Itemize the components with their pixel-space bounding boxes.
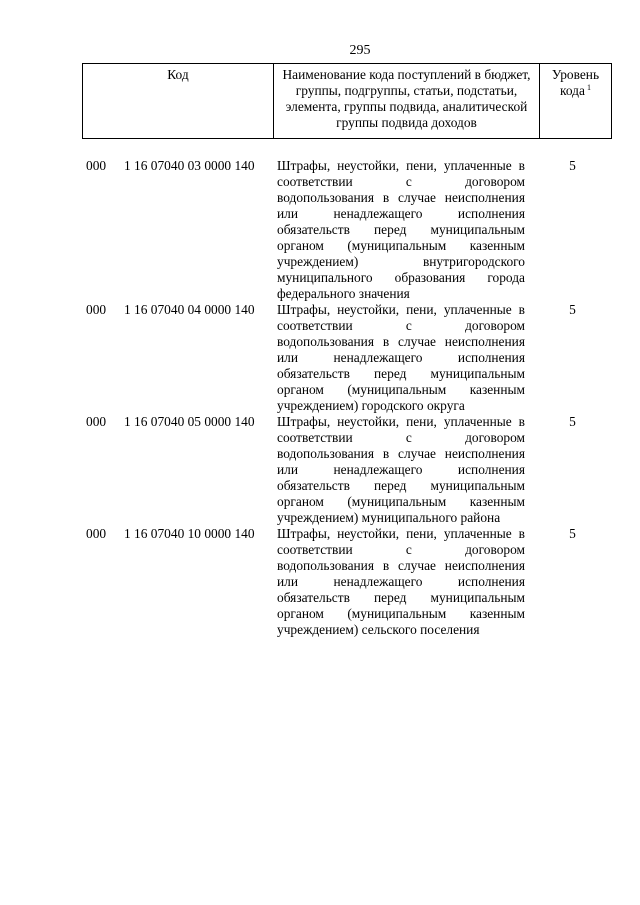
header-level [539,64,612,138]
header-level-label [544,67,607,99]
revenue-name: Штрафы, неустойки, пени, уплаченные в соответствии с договором водопользования в случае неисполнения или ненадлежащего исполнения обязательств перед муниципальным органом (муниципальным казенным учреждением) муниципального района [277,414,525,525]
footnote-marker: 1 [586,82,591,92]
revenue-name: Штрафы, неустойки, пени, уплаченные в соответствии с договором водопользования в случае неисполнения или ненадлежащего исполнения обязательств перед муниципальным органом (муниципальным казенным учреждением) внутригородского муниципального образования города федерального значения [277,158,525,301]
header-name: Наименование кода поступлений в бюджет, группы, подгруппы, статьи, подстатьи, элемента, группы подвида, аналитической группы подвида доходов [273,64,539,138]
table-row [82,302,612,414]
table-body [82,158,612,638]
revenue-name: Штрафы, неустойки, пени, уплаченные в соответствии с договором водопользования в случае неисполнения или ненадлежащего исполнения обязательств перед муниципальным органом (муниципальным казенным учреждением) сельского поселения [277,526,525,637]
admin-code: 000 [86,414,107,429]
revenue-code: 1 16 07040 10 0000 140 [124,526,255,541]
header-level-text: Уровень кода [551,67,600,98]
code-level: 5 [569,302,576,317]
revenue-codes-table [82,63,612,638]
table-row [82,414,612,526]
admin-code: 000 [86,158,107,173]
code-level: 5 [569,526,576,541]
code-level: 5 [569,158,576,173]
admin-code: 000 [86,302,107,317]
revenue-code: 1 16 07040 05 0000 140 [124,414,255,429]
page-number: 295 [349,43,371,58]
table-header [82,63,612,139]
code-level: 5 [569,414,576,429]
admin-code: 000 [86,526,107,541]
revenue-code: 1 16 07040 04 0000 140 [124,302,255,317]
table-row [82,526,612,638]
header-code: Код [82,64,273,138]
revenue-code: 1 16 07040 03 0000 140 [124,158,255,173]
table-row [82,158,612,302]
revenue-name: Штрафы, неустойки, пени, уплаченные в соответствии с договором водопользования в случае неисполнения или ненадлежащего исполнения обязательств перед муниципальным органом (муниципальным казенным учреждением) городского округа [277,302,525,413]
